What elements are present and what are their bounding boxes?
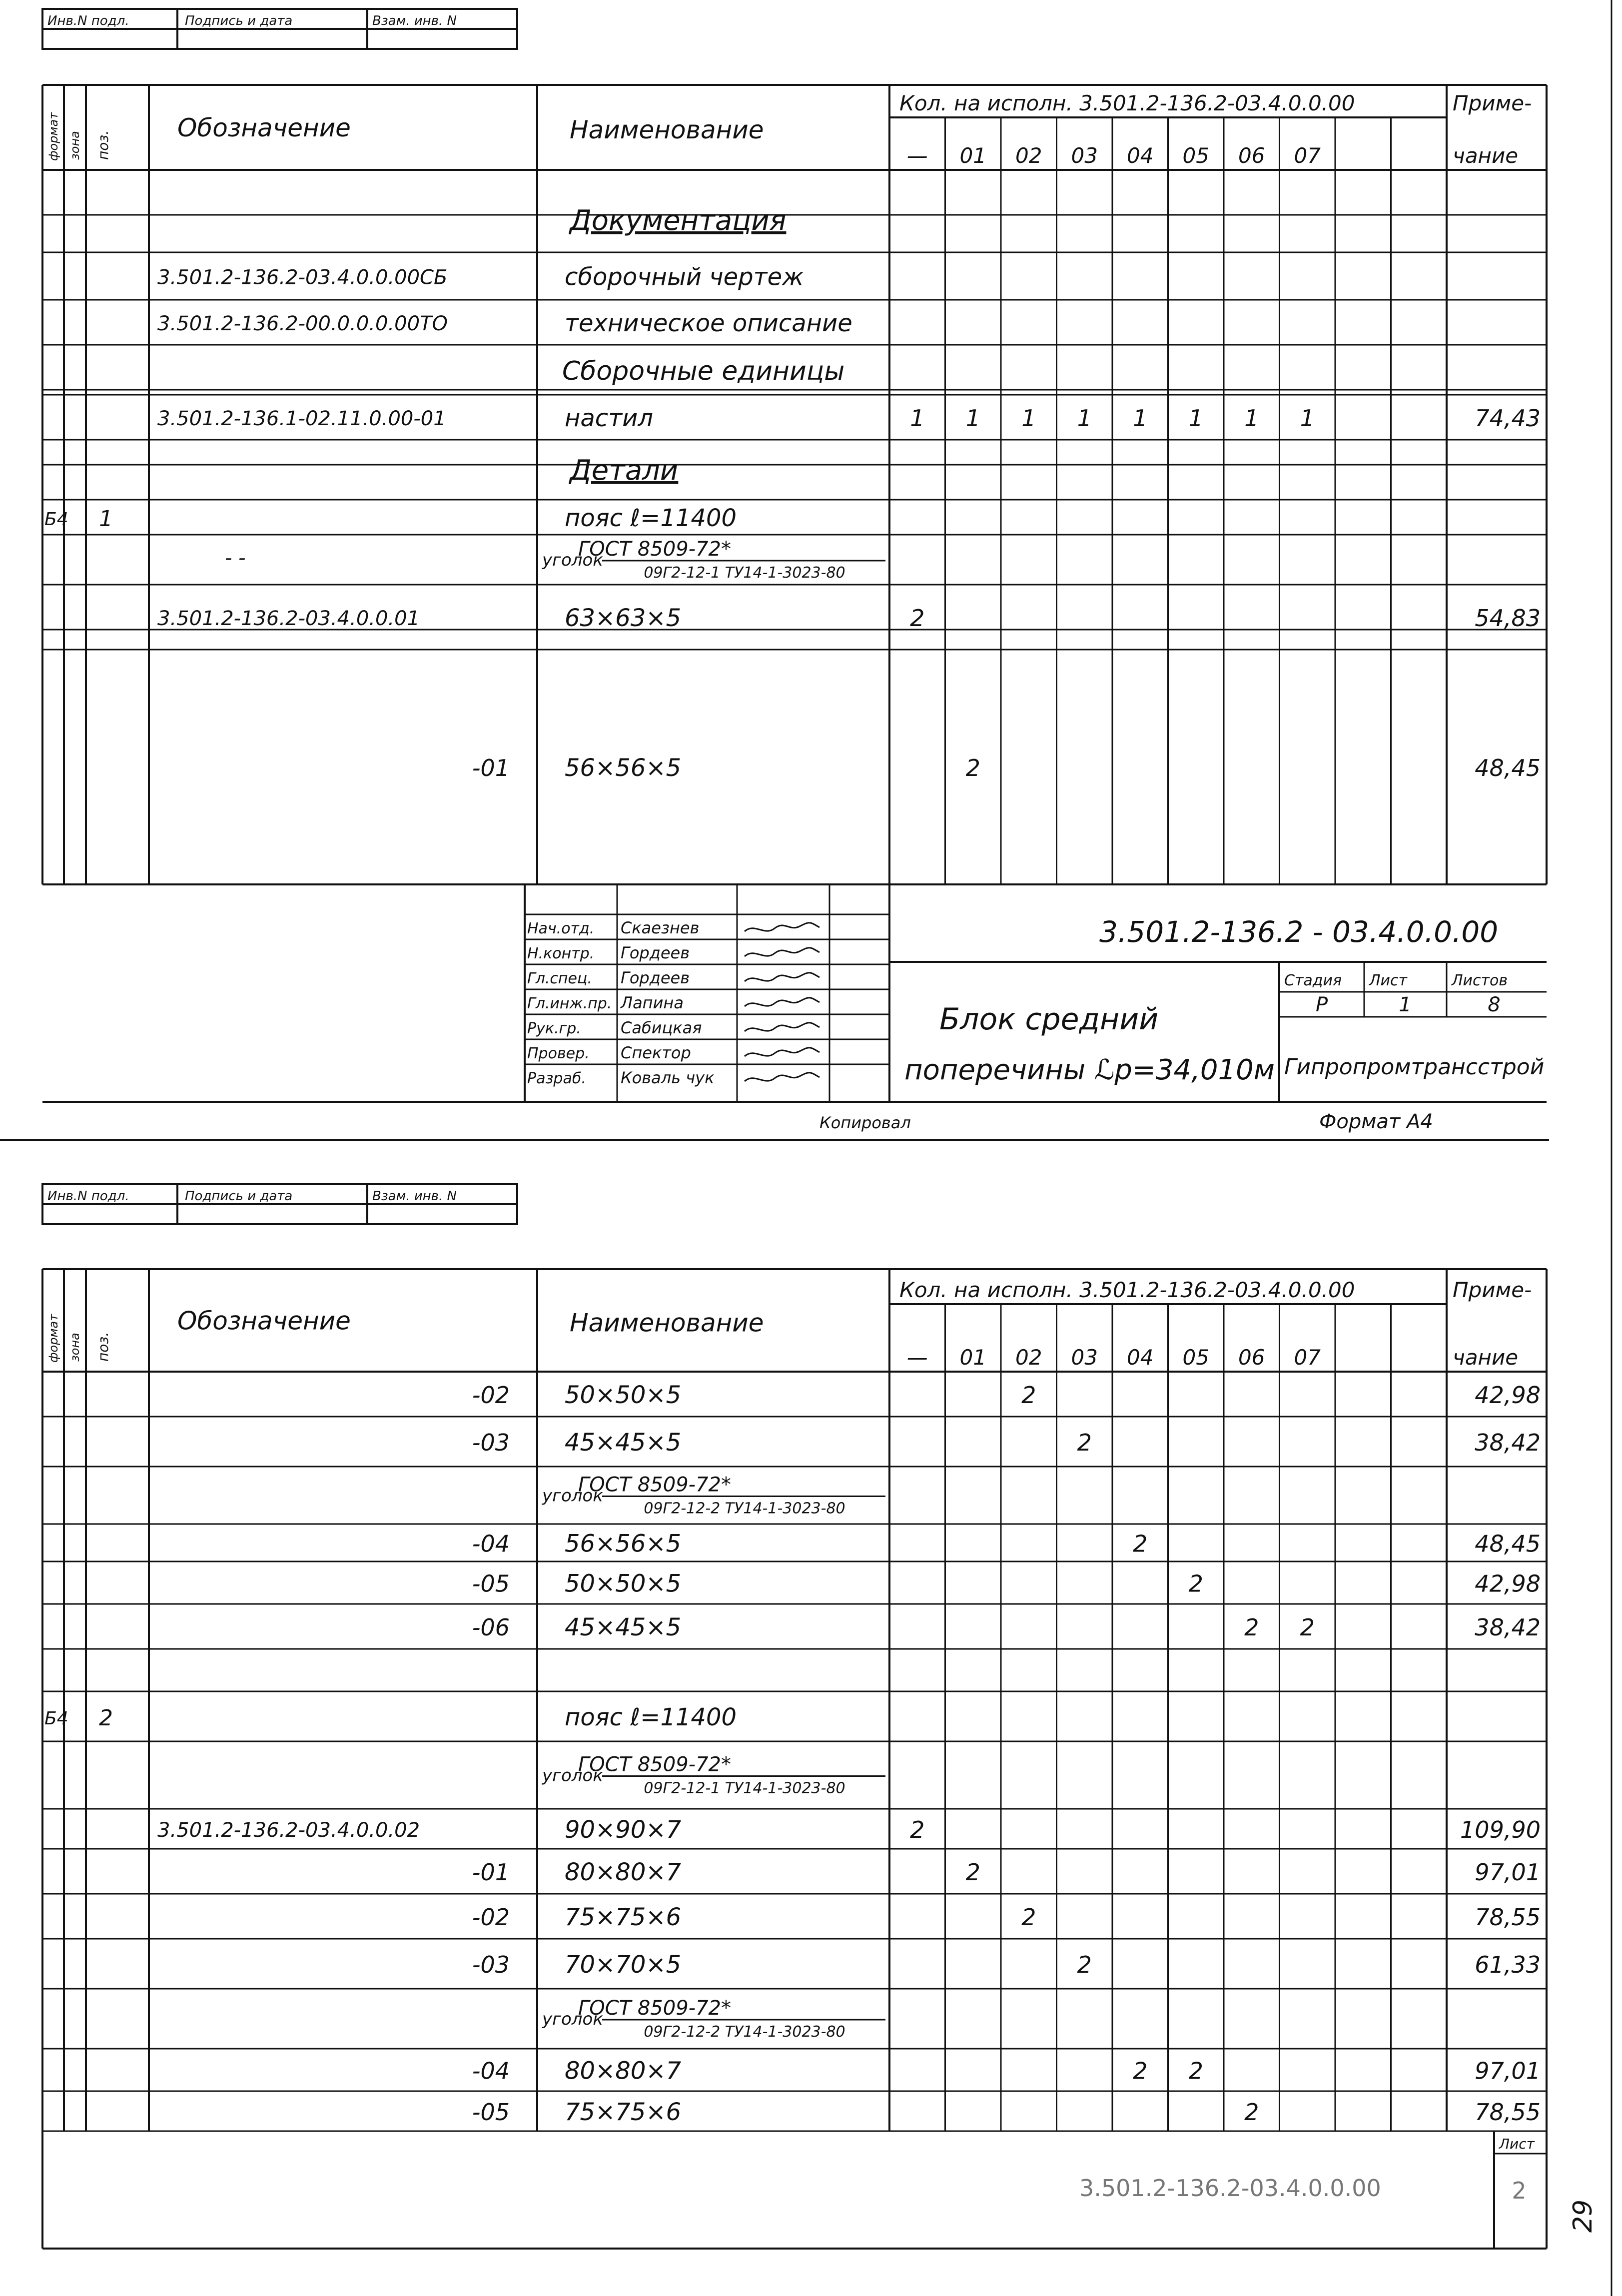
gost-bottom: 09Г2-12-2 ТУ14-1-3023-80 [644,1500,845,1518]
hdr-format: формат [46,1314,60,1363]
handwritten-signature [745,1073,819,1081]
hdr-col-3: 03 [1071,143,1098,168]
signature-name: Лапина [621,993,684,1012]
sheet-label: Лист [1369,972,1408,989]
signature-role: Разраб. [527,1070,586,1087]
sheets-label: Листов [1452,972,1508,989]
handwritten-signature [745,948,819,956]
designation-cell: 3.501.2-136.2-00.0.0.0.00ТО [157,312,448,335]
qty-cell: 2 [1021,1382,1036,1409]
signature-name: Спектор [621,1043,691,1062]
stamp-replace-label: Взам. инв. N [372,1189,457,1204]
hdr-name: Наименование [570,115,764,144]
note-cell: 38,42 [1475,1614,1541,1641]
note-cell: 78,55 [1475,2099,1541,2126]
handwritten-signature [745,1048,819,1056]
qty-cell: 1 [1077,405,1092,432]
designation-cell: -05 [472,1570,510,1597]
stamp-sign-label: Подпись и дата [185,1189,293,1204]
qty-cell: 2 [910,605,925,632]
stamp-inv-label: Инв.N подл. [47,13,129,28]
hdr-zone: зона [68,131,82,160]
designation-cell: 3.501.2-136.1-02.11.0.00-01 [157,407,446,430]
qty-cell: 1 [1244,405,1259,432]
designation-cell: -02 [472,1382,510,1409]
stamp-replace-label: Взам. инв. N [372,13,457,28]
designation-cell: -04 [472,1530,510,1557]
name-cell: 90×90×7 [565,1816,682,1844]
ugol-label: уголок [542,2009,603,2029]
name-cell: техническое описание [565,309,852,337]
qty-cell: 1 [1188,405,1203,432]
ugol-label: уголок [542,1486,603,1506]
qty-cell: 2 [965,755,980,781]
designation-cell: -03 [472,1951,510,1978]
hdr-col-5: 05 [1182,143,1209,168]
note-cell: 38,42 [1475,1429,1541,1456]
note-cell: 109,90 [1460,1816,1541,1843]
handwritten-signature [745,923,819,931]
note-cell: 97,01 [1475,2057,1541,2085]
hdr-name: Наименование [570,1308,764,1338]
signature-name: Коваль чук [621,1068,715,1087]
name-cell: пояс ℓ=11400 [565,504,737,532]
hdr-col-1: 01 [959,1345,986,1370]
name-cell: 80×80×7 [565,2057,682,2085]
qty-cell: 2 [1188,2057,1203,2085]
designation-cell: -06 [472,1614,510,1641]
qty-cell: 2 [1077,1429,1092,1456]
format-label: Формат А4 [1319,1110,1433,1133]
hdr-col-2: 02 [1015,1345,1042,1370]
handwritten-signature [745,973,819,981]
hdr-pos: поз. [95,1332,111,1362]
qty-cell: 1 [1021,405,1036,432]
designation-cell: -05 [472,2099,510,2126]
name-cell: пояс ℓ=11400 [565,1703,737,1731]
stage-value: Р [1315,993,1328,1016]
footer-sheet-label: Лист [1499,2136,1535,2152]
ugol-label: уголок [542,1765,603,1786]
designation-cell: 3.501.2-136.2-03.4.0.0.00СБ [157,266,448,289]
hdr-col-6: 06 [1238,143,1265,168]
ugol-label: уголок [542,550,603,570]
designation-cell: -03 [472,1429,510,1456]
stamp-inv-label: Инв.N подл. [47,1189,129,1204]
signature-name: Гордеев [621,943,690,962]
handwritten-signature [745,998,819,1006]
hdr-note-1: Приме- [1453,91,1532,115]
note-cell: 42,98 [1475,1382,1541,1409]
designation-cell: -02 [472,1904,510,1931]
designation-cell: 3.501.2-136.2-03.4.0.0.01 [157,607,420,630]
document-code: 3.501.2-136.2 - 03.4.0.0.00 [1099,915,1499,949]
signature-role: Гл.спец. [527,970,592,987]
note-cell: 48,45 [1475,1530,1541,1557]
hdr-col-2: 02 [1015,143,1042,168]
section-title: Детали [570,454,679,487]
qty-cell: 1 [965,405,980,432]
signature-role: Рук.гр. [527,1020,581,1037]
footer-sheet-value: 2 [1512,2177,1527,2204]
hdr-col-0: — [906,143,928,168]
hdr-note-2: чание [1453,143,1519,168]
qty-cell: 1 [1133,405,1148,432]
note-cell: 54,83 [1475,605,1541,632]
hdr-col-6: 06 [1238,1345,1265,1370]
note-cell: 48,45 [1475,755,1541,781]
signature-name: Сабицкая [621,1018,702,1037]
format-cell: Б4 [44,509,68,530]
gost-top: ГОСТ 8509-72* [578,1473,731,1497]
name-cell: настил [565,404,654,432]
pos-cell: 1 [99,506,113,532]
footer-code: 3.501.2-136.2-03.4.0.0.00 [1079,2175,1381,2202]
signature-role: Н.контр. [527,945,595,962]
note-cell: 74,43 [1475,405,1541,432]
hdr-note-2: чание [1453,1345,1519,1370]
hdr-col-1: 01 [959,143,986,168]
note-cell: 78,55 [1475,1904,1541,1931]
gost-top: ГОСТ 8509-72* [578,1753,731,1776]
qty-cell: 2 [1300,1614,1315,1641]
hdr-pos: поз. [95,130,111,160]
hdr-designation: Обозначение [177,1306,351,1336]
hdr-col-7: 07 [1294,1345,1321,1370]
qty-cell: 1 [1300,405,1315,432]
qty-cell: 1 [910,405,925,432]
qty-cell: 2 [1244,1614,1259,1641]
hdr-qty-title: Кол. на исполн. 3.501.2-136.2-03.4.0.0.00 [899,1278,1355,1302]
name-cell: 45×45×5 [565,1613,682,1641]
name-cell: сборочный чертеж [565,263,804,291]
note-cell: 97,01 [1475,1859,1541,1886]
name-cell: 45×45×5 [565,1429,682,1457]
signature-role: Нач.отд. [527,920,595,937]
hdr-col-3: 03 [1071,1345,1098,1370]
hdr-col-4: 04 [1127,143,1154,168]
pos-cell: 2 [99,1705,113,1731]
signature-name: Гордеев [621,968,690,987]
qty-cell: 2 [1021,1904,1036,1931]
designation-cell: 3.501.2-136.2-03.4.0.0.02 [157,1819,420,1842]
qty-cell: 2 [1077,1951,1092,1978]
designation-cell: -04 [472,2057,510,2085]
dash-mark: - - [225,547,246,570]
designation-cell: -01 [472,755,510,781]
hdr-col-0: — [906,1345,928,1370]
gost-bottom: 09Г2-12-1 ТУ14-1-3023-80 [644,1779,845,1797]
note-cell: 42,98 [1475,1570,1541,1597]
signature-role: Гл.инж.пр. [527,995,612,1012]
sheet-value: 1 [1399,993,1412,1016]
gost-bottom: 09Г2-12-1 ТУ14-1-3023-80 [644,564,845,582]
hdr-col-7: 07 [1294,143,1321,168]
hdr-note-1: Приме- [1453,1278,1532,1302]
qty-cell: 2 [1133,1530,1148,1557]
document-title-line-1: Блок средний [939,1002,1159,1037]
section-title: Документация [570,204,787,237]
note-cell: 61,33 [1475,1951,1541,1978]
gost-bottom: 09Г2-12-2 ТУ14-1-3023-80 [644,2023,845,2041]
gost-top: ГОСТ 8509-72* [578,538,731,561]
gost-top: ГОСТ 8509-72* [578,1997,731,2020]
hdr-col-5: 05 [1182,1345,1209,1370]
organization-name: Гипропромтрансстрой [1284,1054,1545,1080]
sheets-value: 8 [1488,993,1501,1016]
section-title: Сборочные единицы [562,356,845,386]
qty-cell: 2 [965,1859,980,1886]
document-title-line-2: поперечины ℒр=34,010м [904,1054,1275,1086]
name-cell: 50×50×5 [565,1381,682,1409]
stamp-sign-label: Подпись и дата [185,13,293,28]
handwritten-signature [745,1023,819,1031]
name-cell: 56×56×5 [565,754,682,782]
hdr-zone: зона [68,1333,82,1362]
name-cell: 70×70×5 [565,1951,682,1979]
hdr-designation: Обозначение [177,113,351,142]
hdr-col-4: 04 [1127,1345,1154,1370]
name-cell: 56×56×5 [565,1530,682,1558]
stage-label: Стадия [1284,972,1342,989]
hdr-qty-title: Кол. на исполн. 3.501.2-136.2-03.4.0.0.00 [899,91,1355,115]
name-cell: 80×80×7 [565,1858,682,1886]
signature-name: Скаезнев [621,918,700,937]
qty-cell: 2 [1133,2057,1148,2085]
name-cell: 50×50×5 [565,1569,682,1598]
name-cell: 75×75×6 [565,1903,682,1931]
designation-cell: -01 [472,1859,510,1886]
hdr-format: формат [46,112,60,161]
name-cell: 63×63×5 [565,604,682,632]
name-cell: 75×75×6 [565,2098,682,2126]
signature-role: Провер. [527,1045,590,1062]
qty-cell: 2 [1244,2099,1259,2126]
qty-cell: 2 [1188,1570,1203,1597]
copied-label: Копировал [819,1113,911,1132]
page-number: 29 [1568,2199,1598,2233]
qty-cell: 2 [910,1816,925,1843]
format-cell: Б4 [44,1708,68,1729]
